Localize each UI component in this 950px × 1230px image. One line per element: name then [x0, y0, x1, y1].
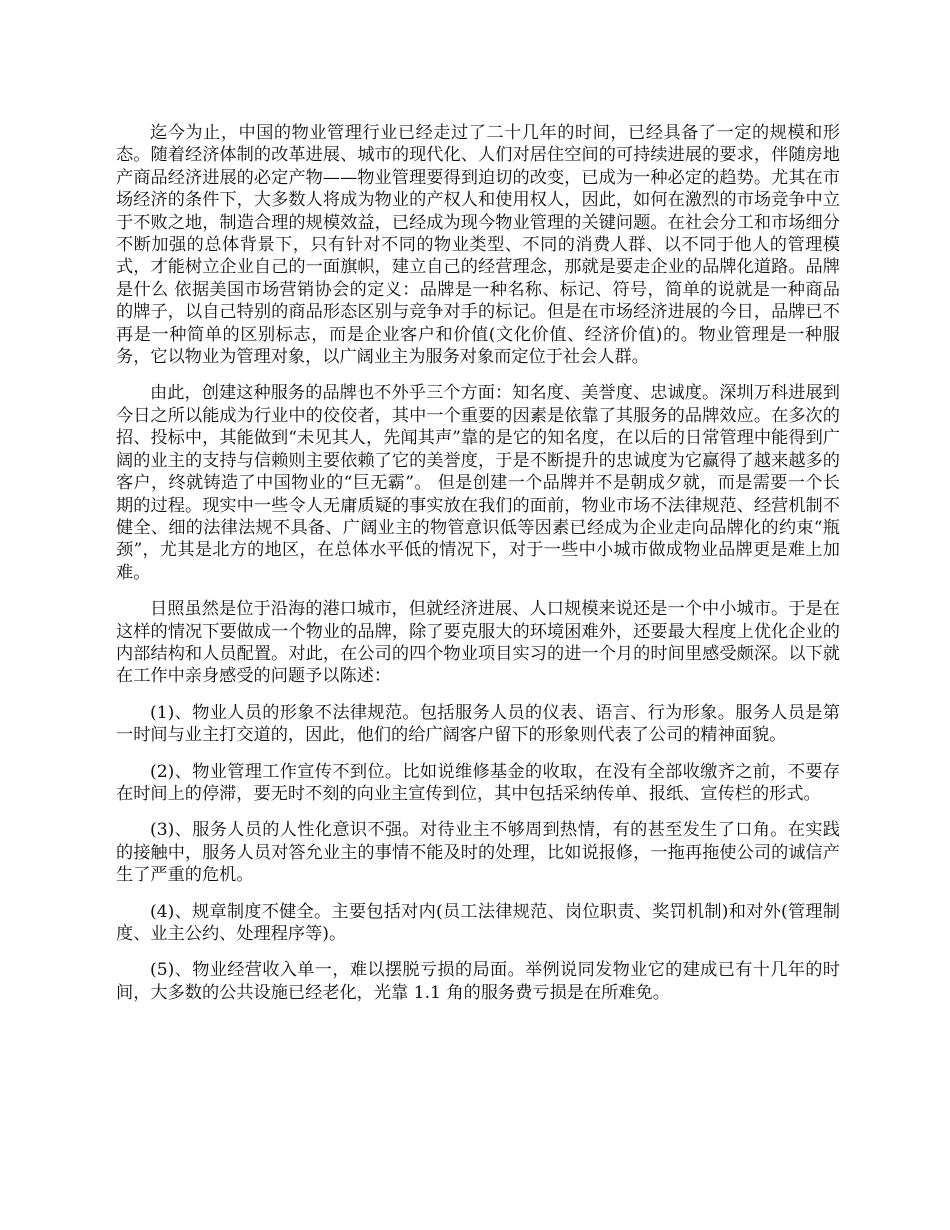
document-body — [116, 122, 840, 1018]
paragraph-rizhao-context: 日照虽然是位于沿海的港口城市，但就经济进展、人口规模来说还是一个中小城市。于是在这样的情况下要做成一个物业的品牌，除了要克服大的环境困难外，还要最大程度上优化企业的内部结构和人员配置。对此，在公司的四个物业项目实习的进一个月的时间里感受颇深。以下就在工作中亲身感受的问题予以陈述： — [116, 599, 840, 687]
list-item-4: (4)、规章制度不健全。主要包括对内(员工法律规范、岗位职责、奖罚机制)和对外(管理制度、业主公约、处理程序等)。 — [116, 901, 840, 944]
list-item-3: (3)、服务人员的人性化意识不强。对待业主不够周到热情，有的甚至发生了口角。在实践的接触中，服务人员对答允业主的事情不能及时的处理，比如说报修，一拖再拖使公司的诚信产生了严重的危机。 — [116, 820, 840, 886]
list-item-5: (5)、物业经营收入单一，难以摆脱亏损的局面。举例说同发物业它的建成已有十几年的时间，大多数的公共设施已经老化，光靠 1.1 角的服务费亏损是在所难免。 — [116, 960, 840, 1003]
list-item-2: (2)、物业管理工作宣传不到位。比如说维修基金的收取，在没有全部收缴齐之前，不要存在时间上的停滞，要无时不刻的向业主宣传到位，其中包括采纳传单、报纸、宣传栏的形式。 — [116, 761, 840, 804]
paragraph-intro: 迄今为止，中国的物业管理行业已经走过了二十几年的时间，已经具备了一定的规模和形态。随着经济体制的改革进展、城市的现代化、人们对居住空间的可持续进展的要求，伴随房地产商品经济进展的必定产物——物业管理要得到迫切的改变，已成为一种必定的趋势。尤其在市场经济的条件下，大多数人将成为物业的产权人和使用权人，因此，如何在激烈的市场竞争中立于不败之地，制造合理的规模效益，已经成为现今物业管理的关键问题。在社会分工和市场细分不断加强的总体背景下，只有针对不同的物业类型、不同的消费人群、以不同于他人的管理模式，才能树立企业自己的一面旗帜，建立自己的经营理念，那就是要走企业的品牌化道路。品牌是什么 依据美国市场营销协会的定义：品牌是一种名称、标记、符号，简单的说就是一种商品的牌子，以自己特别的商品形态区别与竞争对手的标记。但是在市场经济进展的今日，品牌已不再是一种简单的区别标志，而是企业客户和价值(文化价值、经济价值)的。物业管理是一种服务，它以物业为管理对象，以广阔业主为服务对象而定位于社会人群。 — [116, 123, 840, 368]
paragraph-brand-building: 由此，创建这种服务的品牌也不外乎三个方面：知名度、美誉度、忠诚度。深圳万科进展到今日之所以能成为行业中的佼佼者，其中一个重要的因素是依靠了其服务的品牌效应。在多次的招、投标中，其能做到“未见其人，先闻其声”靠的是它的知名度，在以后的日常管理中能得到广阔的业主的支持与信赖则主要依赖了它的美誉度，于是不断提升的忠诚度为它赢得了越来越多的客户，终就铸造了中国物业的“巨无霸”。 但是创建一个品牌并不是朝成夕就，而是需要一个长期的过程。现实中一些令人无庸质疑的事实放在我们的面前，物业市场不法律规范、经营机制不健全、细的法律法规不具备、广阔业主的物管意识低等因素已经成为企业走向品牌化的约束“瓶颈”，尤其是北方的地区，在总体水平低的情况下，对于一些中小城市做成物业品牌更是难上加难。 — [116, 383, 840, 583]
list-item-1: (1)、物业人员的形象不法律规范。包括服务人员的仪表、语言、行为形象。服务人员是第一时间与业主打交道的，因此，他们的给广阔客户留下的形象则代表了公司的精神面貌。 — [116, 702, 840, 746]
